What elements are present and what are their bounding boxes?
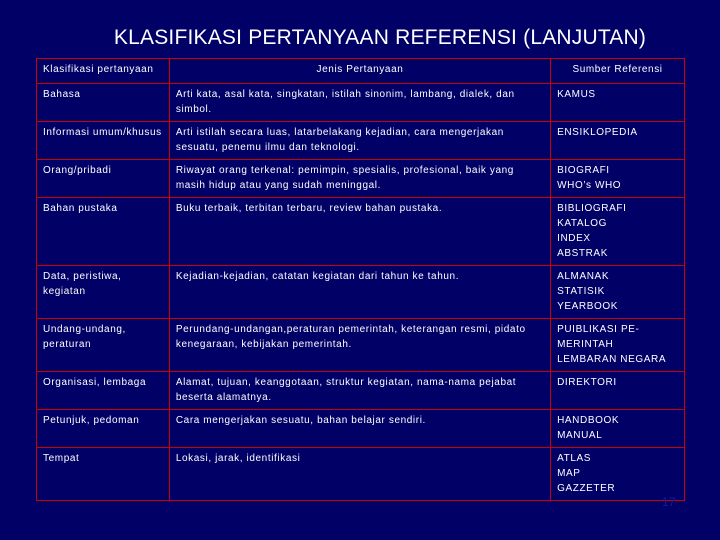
sumber-item: GAZZETER (557, 483, 616, 494)
cell-sumber (551, 160, 685, 198)
sumber-item: BIBLIOGRAFI (557, 203, 627, 214)
sumber-item: MERINTAH (557, 339, 614, 350)
sumber-item: ATLAS (557, 453, 592, 464)
table-row (37, 319, 685, 372)
table-row (37, 266, 685, 319)
cell-jenis: Arti kata, asal kata, singkatan, istilah sinonim, lambang, dialek, dan simbol. (169, 84, 550, 122)
sumber-item: PUIBLIKASI PE- (557, 324, 640, 335)
sumber-item: YEARBOOK (557, 301, 619, 312)
cell-jenis: Lokasi, jarak, identifikasi (169, 448, 550, 501)
sumber-item: HANDBOOK (557, 415, 620, 426)
cell-sumber (551, 410, 685, 448)
sumber-item: ABSTRAK (557, 248, 608, 259)
table-row (37, 372, 685, 410)
cell-sumber (551, 448, 685, 501)
table-row (37, 84, 685, 122)
table-header-row (37, 59, 685, 84)
cell-klasifikasi: Data, peristiwa, kegiatan (37, 266, 170, 319)
sumber-item: DIREKTORI (557, 377, 617, 388)
header-sumber: Sumber Referensi (551, 59, 685, 84)
slide-title: KLASIFIKASI PERTANYAAN REFERENSI (LANJUTAN) (113, 26, 647, 49)
cell-klasifikasi: Petunjuk, pedoman (37, 410, 170, 448)
cell-jenis: Riwayat orang terkenal: pemimpin, spesialis, profesional, baik yang masih hidup atau yang sudah meninggal. (169, 160, 550, 198)
sumber-item: MAP (557, 468, 581, 479)
cell-klasifikasi: Organisasi, lembaga (37, 372, 170, 410)
cell-sumber (551, 198, 685, 266)
sumber-item: MANUAL (557, 430, 603, 441)
sumber-item: LEMBARAN NEGARA (557, 354, 667, 365)
table-row (37, 448, 685, 501)
sumber-item: KATALOG (557, 218, 608, 229)
cell-sumber (551, 122, 685, 160)
cell-klasifikasi: Bahan pustaka (37, 198, 170, 266)
header-klasifikasi: Klasifikasi pertanyaan (37, 59, 170, 84)
cell-sumber (551, 319, 685, 372)
table-row (37, 198, 685, 266)
sumber-item: KAMUS (557, 89, 596, 100)
cell-klasifikasi: Tempat (37, 448, 170, 501)
cell-klasifikasi: Informasi umum/khusus (37, 122, 170, 160)
page-number: 17 (662, 495, 676, 509)
cell-jenis: Perundang-undangan,peraturan pemerintah, keterangan resmi, pidato kenegaraan, kebijakan pemerintah. (169, 319, 550, 372)
header-jenis: Jenis Pertanyaan (169, 59, 550, 84)
cell-jenis: Alamat, tujuan, keanggotaan, struktur kegiatan, nama-nama pejabat beserta alamatnya. (169, 372, 550, 410)
cell-jenis: Arti istilah secara luas, latarbelakang kejadian, cara mengerjakan sesuatu, penemu ilmu dan teknologi. (169, 122, 550, 160)
sumber-item: WHO’s WHO (557, 180, 622, 191)
cell-klasifikasi: Bahasa (37, 84, 170, 122)
sumber-item: STATISIK (557, 286, 605, 297)
table-row (37, 410, 685, 448)
sumber-item: BIOGRAFI (557, 165, 610, 176)
sumber-item: ENSIKLOPEDIA (557, 127, 638, 138)
table-row (37, 160, 685, 198)
cell-sumber (551, 266, 685, 319)
cell-klasifikasi: Undang-undang, peraturan (37, 319, 170, 372)
table-row (37, 122, 685, 160)
cell-jenis: Kejadian-kejadian, catatan kegiatan dari tahun ke tahun. (169, 266, 550, 319)
sumber-item: ALMANAK (557, 271, 610, 282)
cell-sumber (551, 372, 685, 410)
cell-klasifikasi: Orang/pribadi (37, 160, 170, 198)
cell-sumber (551, 84, 685, 122)
sumber-item: INDEX (557, 233, 591, 244)
cell-jenis: Buku terbaik, terbitan terbaru, review bahan pustaka. (169, 198, 550, 266)
reference-table (36, 58, 685, 501)
cell-jenis: Cara mengerjakan sesuatu, bahan belajar sendiri. (169, 410, 550, 448)
